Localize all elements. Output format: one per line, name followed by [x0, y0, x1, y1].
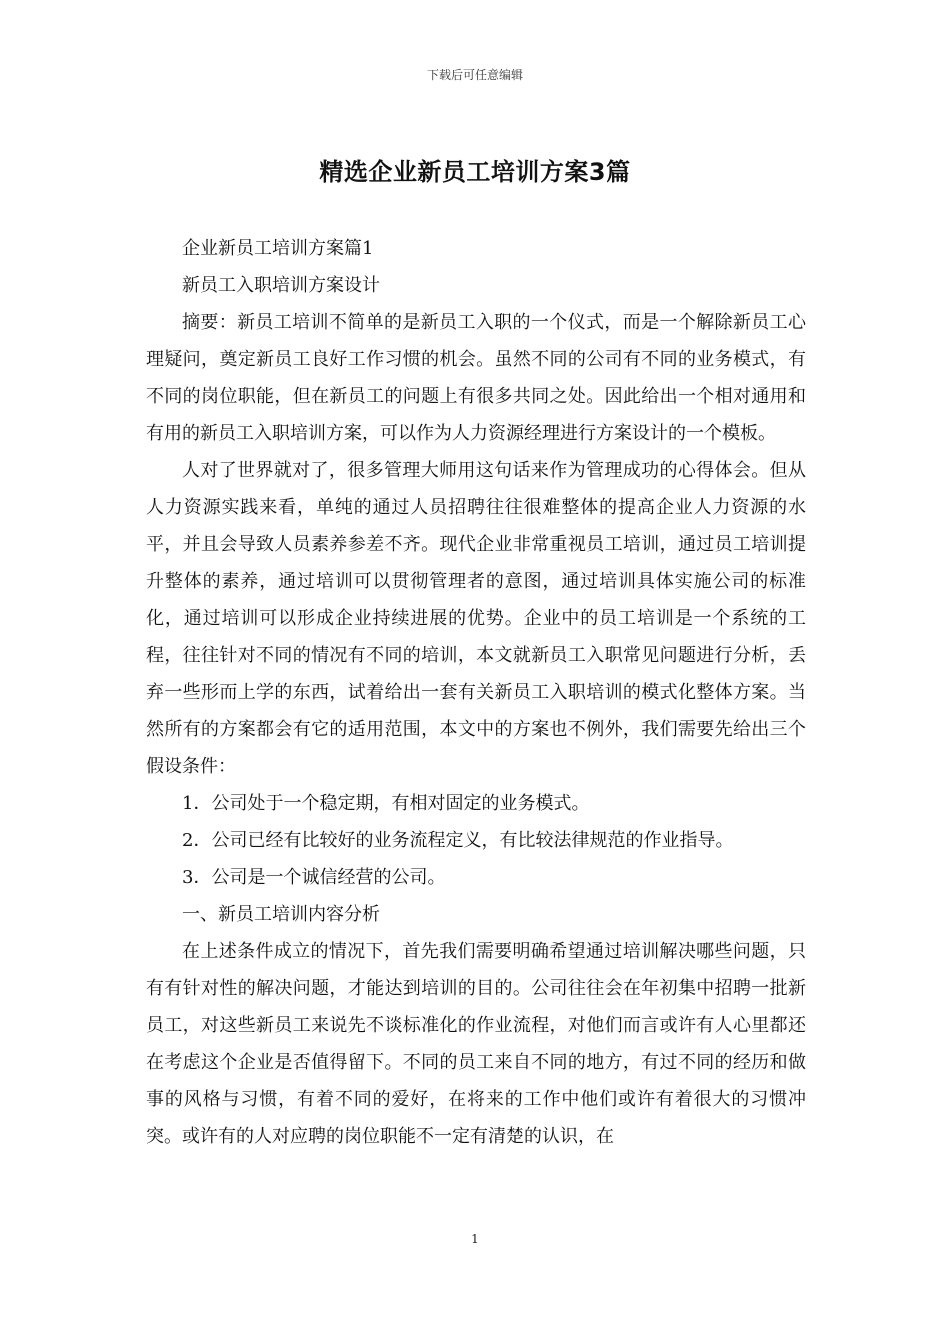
page-number: 1: [471, 1232, 479, 1246]
section-heading: 一、新员工培训内容分析: [182, 904, 380, 925]
abstract-paragraph: 摘要：新员工培训不简单的是新员工入职的一个仪式，而是一个解除新员工心理疑问，奠定新员工良好工作习惯的机会。虽然不同的公司有不同的业务模式，有不同的岗位职能，但在新员工的问题上有很多共同之处。因此给出一个相对通用和有用的新员工入职培训方案，可以作为人力资源经理进行方案设计的一个模板。: [146, 312, 806, 444]
document-title: 精选企业新员工培训方案3篇: [319, 158, 631, 186]
section-heading: 企业新员工培训方案篇1: [182, 238, 374, 259]
header-note: 下载后可任意编辑: [426, 68, 523, 82]
list-item: 3．公司是一个诚信经营的公司。: [182, 867, 446, 888]
list-item: 1．公司处于一个稳定期，有相对固定的业务模式。: [182, 793, 590, 814]
body-paragraph: 人对了世界就对了，很多管理大师用这句话来作为管理成功的心得体会。但从人力资源实践来看，单纯的通过人员招聘往往很难整体的提高企业人力资源的水平，并且会导致人员素养参差不齐。现代企业非常重视员工培训，通过员工培训提升整体的素养，通过培训可以贯彻管理者的意图，通过培训具体实施公司的标准化，通过培训可以形成企业持续进展的优势。企业中的员工培训是一个系统的工程，往往针对不同的情况有不同的培训，本文就新员工入职常见问题进行分析，丢弃一些形而上学的东西，试着给出一套有关新员工入职培训的模式化整体方案。当然所有的方案都会有它的适用范围，本文中的方案也不例外，我们需要先给出三个假设条件：: [146, 460, 806, 777]
subsection-heading: 新员工入职培训方案设计: [182, 275, 380, 296]
body-paragraph: 在上述条件成立的情况下，首先我们需要明确希望通过培训解决哪些问题，只有有针对性的解决问题，才能达到培训的目的。公司往往会在年初集中招聘一批新员工，对这些新员工来说先不谈标准化的作业流程，对他们而言或许有人心里都还在考虑这个企业是否值得留下。不同的员工来自不同的地方，有过不同的经历和做事的风格与习惯，有着不同的爱好，在将来的工作中他们或许有着很大的习惯冲突。或许有的人对应聘的岗位职能不一定有清楚的认识，在: [146, 941, 806, 1147]
document-body: [146, 230, 806, 1155]
list-item: 2．公司已经有比较好的业务流程定义，有比较法律规范的作业指导。: [182, 830, 734, 851]
